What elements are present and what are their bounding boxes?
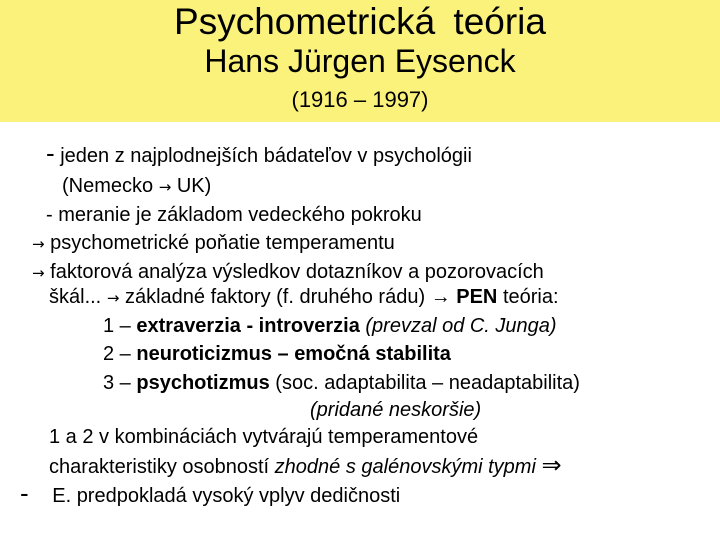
title-banner xyxy=(0,0,720,122)
bullet-line-1 xyxy=(46,140,472,169)
bullet-line-12 xyxy=(20,480,400,509)
bullet-line-11 xyxy=(49,452,562,480)
bullet-line-4 xyxy=(32,230,395,257)
factor-number: 1 – xyxy=(103,315,131,337)
note-text: (pridané neskoršie) xyxy=(310,399,482,421)
line-text: faktorová analýza výsledkov dotazníkov a pozorovacích xyxy=(50,261,544,283)
bullet-line-6 xyxy=(49,284,559,311)
bullet-line-2 xyxy=(62,173,211,200)
factor-number: 2 – xyxy=(103,343,131,365)
lifespan-years: (1916 – 1997) xyxy=(291,87,429,112)
factor-name: psychotizmus xyxy=(136,372,270,394)
arrow-icon: → xyxy=(158,178,172,196)
arrow-icon: → xyxy=(430,286,451,308)
bullet-line-10: 1 a 2 v kombináciách vytvárajú temperamentové xyxy=(49,426,479,448)
bullet-line-3: - meranie je základom vedeckého pokroku xyxy=(46,204,422,226)
line-text: teória: xyxy=(502,286,559,308)
line-text: psychometrické poňatie temperamentu xyxy=(50,232,395,254)
factor-name: extraverzia - introverzia xyxy=(136,315,360,337)
slide-title: Psychometrická teória xyxy=(174,1,546,42)
arrow-icon: → xyxy=(32,235,45,253)
arrow-icon: → xyxy=(106,289,120,307)
factor-note: (soc. adaptabilita – neadaptabilita) xyxy=(275,372,580,394)
line-text: E. predpokladá vysoký vplyv dedičnosti xyxy=(52,485,401,507)
line-text-italic: zhodné s galénovskými typmi xyxy=(274,456,536,478)
dash-bullet: - xyxy=(46,138,55,168)
factor-3-note xyxy=(310,397,481,423)
line-text: UK) xyxy=(176,175,212,197)
arrow-icon: → xyxy=(32,264,45,282)
factor-1 xyxy=(103,313,557,339)
line-text: jeden z najplodnejších bádateľov v psychológii xyxy=(60,145,472,167)
line-text: charakteristiky osobností xyxy=(49,456,270,478)
dash-bullet: - xyxy=(20,478,29,508)
factor-3 xyxy=(103,370,580,396)
factor-2 xyxy=(103,341,451,367)
line-text: (Nemecko xyxy=(62,175,154,197)
bullet-line-5 xyxy=(32,259,544,286)
factor-number: 3 – xyxy=(103,372,131,394)
factor-name: neuroticizmus – emočná stabilita xyxy=(136,343,451,365)
slide-subtitle: Hans Jürgen Eysenck xyxy=(204,43,516,79)
factor-note: (prevzal od C. Junga) xyxy=(365,315,557,337)
pen-label: PEN xyxy=(456,286,498,308)
line-text: základné faktory (f. druhého rádu) xyxy=(124,286,426,308)
implies-icon: ⇒ xyxy=(541,451,562,479)
line-text: škál... xyxy=(49,286,102,308)
